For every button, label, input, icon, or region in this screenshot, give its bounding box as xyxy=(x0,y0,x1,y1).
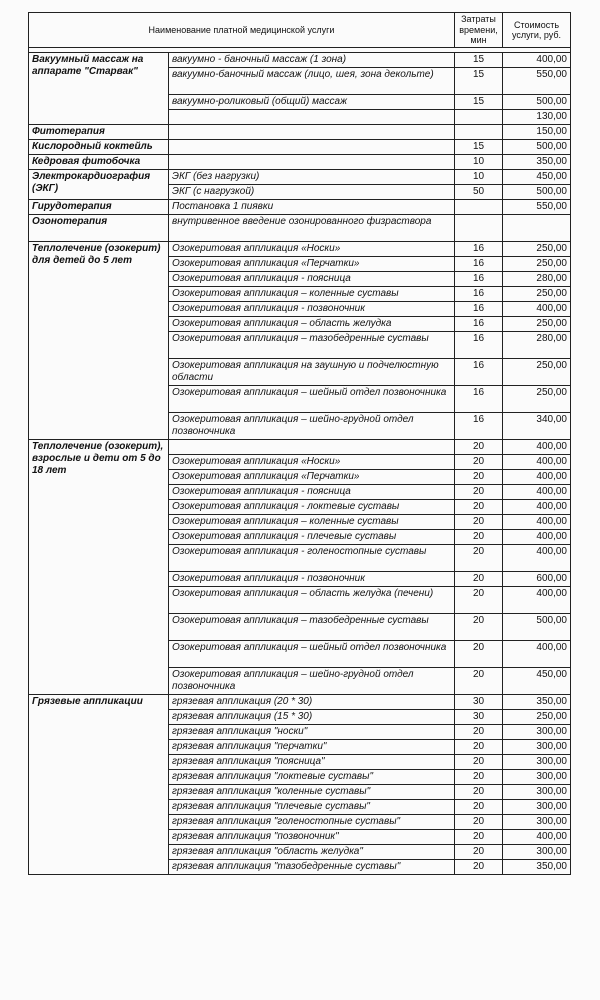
service-cell: Озокеритовая аппликация - поясница xyxy=(169,485,455,500)
service-cell: Озокеритовая аппликация «Перчатки» xyxy=(169,470,455,485)
service-cell: Озокеритовая аппликация - плечевые суставы xyxy=(169,530,455,545)
time-cell: 16 xyxy=(455,413,503,440)
service-cell: грязевая аппликация "плечевые суставы" xyxy=(169,800,455,815)
price-cell: 250,00 xyxy=(503,386,571,413)
price-cell: 400,00 xyxy=(503,530,571,545)
service-cell: грязевая аппликация "поясница" xyxy=(169,755,455,770)
table-row xyxy=(29,242,571,257)
table-row xyxy=(29,170,571,185)
price-cell: 400,00 xyxy=(503,641,571,668)
service-cell: вакуумно - баночный массаж (1 зона) xyxy=(169,53,455,68)
time-cell: 20 xyxy=(455,440,503,455)
price-cell: 300,00 xyxy=(503,815,571,830)
price-cell: 280,00 xyxy=(503,272,571,287)
service-cell xyxy=(169,440,455,455)
price-cell: 500,00 xyxy=(503,140,571,155)
time-cell: 20 xyxy=(455,740,503,755)
time-cell: 20 xyxy=(455,500,503,515)
time-cell: 10 xyxy=(455,155,503,170)
price-cell: 400,00 xyxy=(503,302,571,317)
time-cell: 20 xyxy=(455,830,503,845)
price-cell: 300,00 xyxy=(503,725,571,740)
category-cell: Грязевые аппликации xyxy=(29,695,169,875)
service-cell: Озокеритовая аппликация – шейный отдел позвоночника xyxy=(169,386,455,413)
time-cell: 16 xyxy=(455,332,503,359)
price-cell: 350,00 xyxy=(503,860,571,875)
time-cell: 20 xyxy=(455,587,503,614)
table-row xyxy=(29,200,571,215)
time-cell: 20 xyxy=(455,470,503,485)
price-cell: 500,00 xyxy=(503,614,571,641)
time-cell: 20 xyxy=(455,515,503,530)
header-price: Стоимость услуги, руб. xyxy=(503,13,571,48)
price-cell: 400,00 xyxy=(503,545,571,572)
category-cell: Озонотерапия xyxy=(29,215,169,242)
price-cell: 250,00 xyxy=(503,710,571,725)
time-cell: 16 xyxy=(455,272,503,287)
time-cell xyxy=(455,215,503,242)
price-cell xyxy=(503,215,571,242)
service-cell: грязевая аппликация "позвоночник" xyxy=(169,830,455,845)
time-cell: 20 xyxy=(455,485,503,500)
service-cell: Озокеритовая аппликация «Перчатки» xyxy=(169,257,455,272)
price-cell: 300,00 xyxy=(503,845,571,860)
service-cell: грязевая аппликация (15 * 30) xyxy=(169,710,455,725)
price-cell: 250,00 xyxy=(503,317,571,332)
category-cell: Вакуумный массаж на аппарате "Старвак" xyxy=(29,53,169,125)
service-cell: ЭКГ (с нагрузкой) xyxy=(169,185,455,200)
service-cell: Озокеритовая аппликация – шейно-грудной отдел позвоночника xyxy=(169,413,455,440)
time-cell xyxy=(455,110,503,125)
time-cell: 20 xyxy=(455,785,503,800)
price-cell: 130,00 xyxy=(503,110,571,125)
service-cell: грязевая аппликация "тазобедренные суставы" xyxy=(169,860,455,875)
price-cell: 300,00 xyxy=(503,785,571,800)
price-cell: 150,00 xyxy=(503,125,571,140)
table-row xyxy=(29,215,571,242)
time-cell: 20 xyxy=(455,800,503,815)
service-cell: Озокеритовая аппликация – шейный отдел позвоночника xyxy=(169,641,455,668)
table-row xyxy=(29,53,571,68)
service-cell: Озокеритовая аппликация – область желудка (печени) xyxy=(169,587,455,614)
service-cell xyxy=(169,140,455,155)
service-cell xyxy=(169,125,455,140)
time-cell: 20 xyxy=(455,455,503,470)
category-cell: Электрокардиография (ЭКГ) xyxy=(29,170,169,200)
price-cell: 450,00 xyxy=(503,170,571,185)
time-cell: 30 xyxy=(455,710,503,725)
service-cell xyxy=(169,155,455,170)
service-cell: грязевая аппликация "коленные суставы" xyxy=(169,785,455,800)
price-cell: 300,00 xyxy=(503,740,571,755)
table-row xyxy=(29,155,571,170)
service-cell: внутривенное введение озонированного физраствора xyxy=(169,215,455,242)
category-cell: Кислородный коктейль xyxy=(29,140,169,155)
price-cell: 250,00 xyxy=(503,359,571,386)
price-cell: 400,00 xyxy=(503,470,571,485)
service-cell xyxy=(169,110,455,125)
time-cell: 16 xyxy=(455,386,503,413)
price-cell: 400,00 xyxy=(503,515,571,530)
table-row xyxy=(29,140,571,155)
time-cell: 20 xyxy=(455,572,503,587)
service-cell: Озокеритовая аппликация «Носки» xyxy=(169,242,455,257)
time-cell: 15 xyxy=(455,95,503,110)
service-cell: вакуумно-баночный массаж (лицо, шея, зона декольте) xyxy=(169,68,455,95)
category-cell: Гирудотерапия xyxy=(29,200,169,215)
service-cell: Озокеритовая аппликация – коленные суставы xyxy=(169,515,455,530)
table-row xyxy=(29,440,571,455)
time-cell xyxy=(455,125,503,140)
time-cell: 16 xyxy=(455,359,503,386)
table-row xyxy=(29,695,571,710)
price-cell: 250,00 xyxy=(503,257,571,272)
service-cell: Озокеритовая аппликация – область желудка xyxy=(169,317,455,332)
time-cell: 16 xyxy=(455,317,503,332)
price-cell: 250,00 xyxy=(503,242,571,257)
table-row xyxy=(29,125,571,140)
time-cell: 16 xyxy=(455,257,503,272)
price-cell: 550,00 xyxy=(503,200,571,215)
price-cell: 340,00 xyxy=(503,413,571,440)
service-cell: Озокеритовая аппликация - локтевые суставы xyxy=(169,500,455,515)
service-cell: Озокеритовая аппликация – тазобедренные суставы xyxy=(169,332,455,359)
price-cell: 300,00 xyxy=(503,770,571,785)
time-cell: 20 xyxy=(455,815,503,830)
price-cell: 450,00 xyxy=(503,668,571,695)
service-cell: грязевая аппликация "голеностопные суставы" xyxy=(169,815,455,830)
price-cell: 300,00 xyxy=(503,800,571,815)
price-cell: 350,00 xyxy=(503,155,571,170)
category-cell: Теплолечение (озокерит), взрослые и дети от 5 до 18 лет xyxy=(29,440,169,695)
time-cell: 20 xyxy=(455,860,503,875)
time-cell: 20 xyxy=(455,770,503,785)
category-cell: Кедровая фитобочка xyxy=(29,155,169,170)
price-cell: 300,00 xyxy=(503,755,571,770)
price-cell: 500,00 xyxy=(503,95,571,110)
price-cell: 400,00 xyxy=(503,485,571,500)
price-cell: 500,00 xyxy=(503,185,571,200)
service-cell: Озокеритовая аппликация на заушную и подчелюстную области xyxy=(169,359,455,386)
service-cell: Озокеритовая аппликация – шейно-грудной отдел позвоночника xyxy=(169,668,455,695)
service-cell: Озокеритовая аппликация – коленные суставы xyxy=(169,287,455,302)
time-cell: 15 xyxy=(455,53,503,68)
time-cell: 50 xyxy=(455,185,503,200)
header-row xyxy=(29,13,571,48)
time-cell: 15 xyxy=(455,140,503,155)
time-cell: 20 xyxy=(455,614,503,641)
time-cell: 10 xyxy=(455,170,503,185)
price-cell: 400,00 xyxy=(503,500,571,515)
service-cell: грязевая аппликация (20 * 30) xyxy=(169,695,455,710)
time-cell: 20 xyxy=(455,641,503,668)
service-cell: Озокеритовая аппликация - позвоночник xyxy=(169,572,455,587)
price-cell: 400,00 xyxy=(503,53,571,68)
price-list-body xyxy=(29,13,571,875)
category-cell: Фитотерапия xyxy=(29,125,169,140)
service-cell: грязевая аппликация "область желудка" xyxy=(169,845,455,860)
service-cell: Постановка 1 пиявки xyxy=(169,200,455,215)
service-cell: ЭКГ (без нагрузки) xyxy=(169,170,455,185)
time-cell: 20 xyxy=(455,530,503,545)
price-cell: 280,00 xyxy=(503,332,571,359)
service-cell: грязевая аппликация "перчатки" xyxy=(169,740,455,755)
category-cell: Теплолечение (озокерит) для детей до 5 лет xyxy=(29,242,169,440)
time-cell: 16 xyxy=(455,287,503,302)
service-cell: Озокеритовая аппликация - поясница xyxy=(169,272,455,287)
price-cell: 400,00 xyxy=(503,455,571,470)
service-cell: грязевая аппликация "носки" xyxy=(169,725,455,740)
price-cell: 600,00 xyxy=(503,572,571,587)
price-cell: 400,00 xyxy=(503,830,571,845)
service-cell: Озокеритовая аппликация - голеностопные суставы xyxy=(169,545,455,572)
price-list-table xyxy=(28,12,571,875)
time-cell: 20 xyxy=(455,668,503,695)
time-cell: 16 xyxy=(455,302,503,317)
header-service-name: Наименование платной медицинской услуги xyxy=(29,13,455,48)
time-cell: 20 xyxy=(455,545,503,572)
service-cell: Озокеритовая аппликация - позвоночник xyxy=(169,302,455,317)
price-cell: 350,00 xyxy=(503,695,571,710)
time-cell: 20 xyxy=(455,725,503,740)
service-cell: грязевая аппликация "локтевые суставы" xyxy=(169,770,455,785)
price-cell: 550,00 xyxy=(503,68,571,95)
service-cell: Озокеритовая аппликация – тазобедренные суставы xyxy=(169,614,455,641)
service-cell: вакуумно-роликовый (общий) массаж xyxy=(169,95,455,110)
time-cell: 30 xyxy=(455,695,503,710)
time-cell: 20 xyxy=(455,755,503,770)
time-cell xyxy=(455,200,503,215)
time-cell: 20 xyxy=(455,845,503,860)
time-cell: 16 xyxy=(455,242,503,257)
price-cell: 400,00 xyxy=(503,440,571,455)
service-cell: Озокеритовая аппликация «Носки» xyxy=(169,455,455,470)
price-cell: 400,00 xyxy=(503,587,571,614)
price-cell: 250,00 xyxy=(503,287,571,302)
header-time: Затраты времени, мин xyxy=(455,13,503,48)
time-cell: 15 xyxy=(455,68,503,95)
